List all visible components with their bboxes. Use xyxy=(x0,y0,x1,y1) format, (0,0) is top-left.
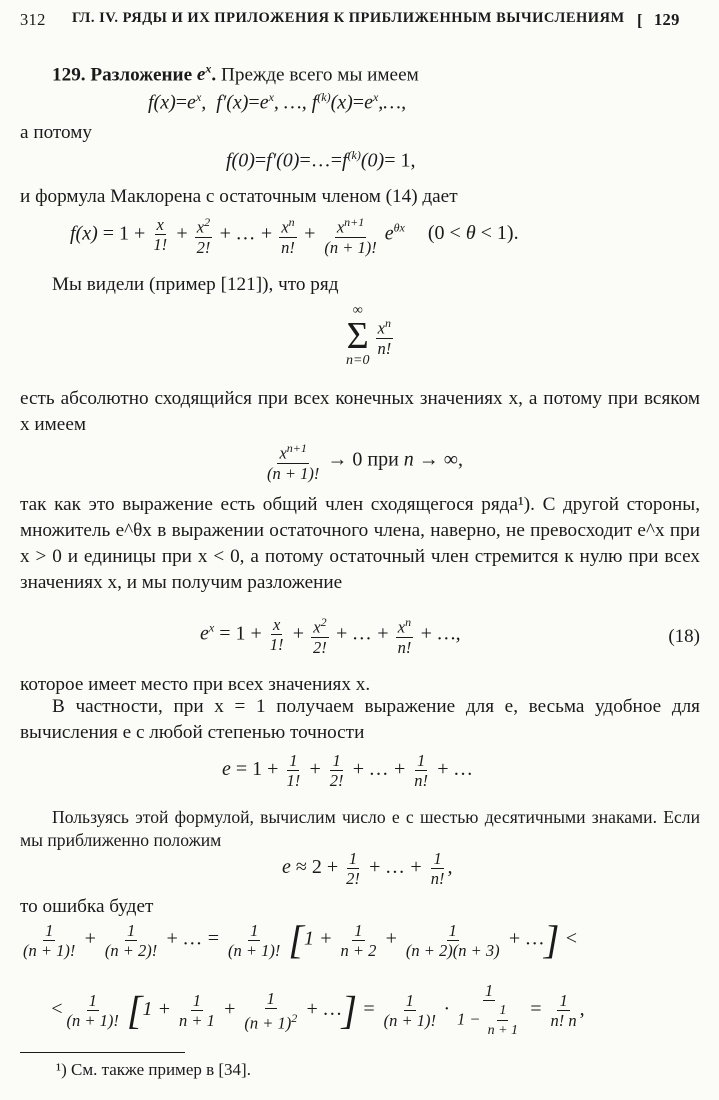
paragraph-seen: Мы видели (пример [121]), что ряд xyxy=(52,274,339,295)
section-intro: Прежде всего мы имеем xyxy=(221,64,419,86)
paragraph-absolute: есть абсолютно сходящийся при всех конечных значениях x, а потому при всяком x имеем xyxy=(20,388,700,435)
equation-series: ∞ Σ n=0 $\frac{x^n}{n!}$ xyxy=(346,303,392,368)
equation-expansion: $e^x = 1$ + $\frac{x}{1!}$ + $\frac{x^2}{2!}$ + … + $\frac{x^n}{n!}$ + …, xyxy=(200,615,461,657)
running-title: ГЛ. IV. РЯДЫ И ИХ ПРИЛОЖЕНИЯ К ПРИБЛИЖЕННЫМ ВЫЧИСЛЕНИЯМ xyxy=(72,10,625,26)
equation-number: (18) xyxy=(668,626,700,647)
header-separator: [ xyxy=(637,11,643,30)
paragraph-since: так как это выражение есть общий член сходящегося ряда¹). С другой стороны, множитель e^θx в выражении остаточного члена, наверно, не превосходит e^x при x > 0 и единицы при x < 0, а потому остаточный член стремится к нулю при всех значениях x, и мы получим разложение xyxy=(20,494,700,593)
footnote-rule xyxy=(20,1052,185,1053)
paragraph-error: то ошибка будет xyxy=(20,896,154,917)
equation-e-series: e = 1 + $\frac{1}{1!}$ + $\frac{1}{2!}$ + … + $\frac{1}{n!}$ + … xyxy=(222,751,473,790)
section-heading-line xyxy=(52,56,700,88)
paragraph-maclaurin: и формула Маклорена с остаточным членом (14) дает xyxy=(20,186,458,207)
equation-values-at-zero: $f(0)=f'(0)=\dots=f^{(k)}(0)= 1$, xyxy=(226,148,416,172)
section-number: 129 xyxy=(654,10,680,29)
equation-error-line-2: < $\frac{1}{(n + 1)!}$ [1 + $\frac{1}{n + 1}$ + $\frac{1}{(n + 1)^2}$ + …] = $\frac{1}{(n + 1)!}$ · 1 1 − $\frac{1}{n + 1}$ = $\frac{1}{n! n}$ , xyxy=(50,981,585,1038)
paragraph-particular: В частности, при x = 1 получаем выражение для e, весьма удобное для вычисления e с любой степенью точности xyxy=(20,696,700,743)
equation-approximation: e ≈ 2 + $\frac{1}{2!}$ + … + $\frac{1}{n!}$ , xyxy=(282,849,453,888)
page-number: 312 xyxy=(20,10,46,29)
section-heading: 129. Разложение $e^x$. xyxy=(52,62,217,86)
equation-derivatives: $f(x)=e^x$, $f'(x)=e^x$, …, $f^{(k)}(x)=e^x,\dots$, xyxy=(148,90,407,114)
equation-error-line-1: $\frac{1}{(n + 1)!}$ + $\frac{1}{(n + 2)!}$ + … = $\frac{1}{(n + 1)!}$ [1 + $\frac{1}{n + 2}$ + $\frac{1}{(n + 2)(n + 3)}$ + …] < xyxy=(23,917,578,962)
equation-maclaurin-formula: f(x) = 1 + $\frac{x}{1!}$ + $\frac{x^2}{2!}$ + … + $\frac{x^n}{n!}$ + $\frac{x^{n+1}}{(n + 1)!}$ $e^{\theta x}$ (0 < θ < 1). xyxy=(70,215,519,257)
paragraph-using: Пользуясь этой формулой, вычислим число e с шестью десятичными знаками. Если мы приближенно положим xyxy=(20,807,700,850)
paragraph-valid: которое имеет место при всех значениях x. xyxy=(20,674,371,695)
equation-limit: $\frac{x^{n+1}}{(n + 1)!}$ → 0 при n → ∞, xyxy=(267,441,464,483)
footnote: ¹) См. также пример в [34]. xyxy=(56,1060,251,1079)
paragraph-hence: а потому xyxy=(20,122,93,143)
book-page xyxy=(20,0,700,1100)
